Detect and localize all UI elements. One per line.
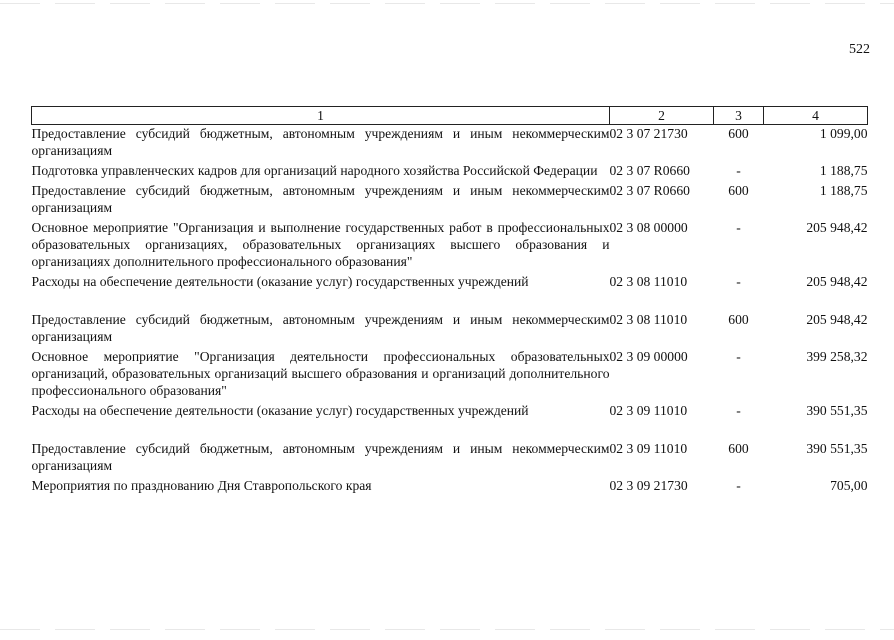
- row-amount: 390 551,35: [806, 441, 868, 456]
- table-row: [32, 162, 868, 182]
- row-expense-type: -: [736, 274, 741, 289]
- row-code: 02 3 07 21730: [609, 126, 688, 141]
- scan-edge-bottom: [0, 629, 894, 630]
- row-expense-type: -: [736, 163, 741, 178]
- table-row: [32, 402, 868, 440]
- row-code: 02 3 08 11010: [609, 312, 688, 327]
- row-code: 02 3 09 11010: [609, 403, 688, 418]
- row-amount: 205 948,42: [806, 220, 868, 235]
- row-description: Предоставление субсидий бюджетным, автономным учреждениям и иным некоммерческим организациям: [31, 441, 610, 473]
- row-description: Основное мероприятие "Организация деятельности профессиональных образовательных организаций, образовательных организаций высшего образования и организаций дополнительного профессионального образования": [31, 349, 610, 398]
- row-description: Предоставление субсидий бюджетным, автономным учреждениям и иным некоммерческим организациям: [31, 126, 610, 158]
- row-description: Расходы на обеспечение деятельности (оказание услуг) государственных учреждений: [31, 403, 529, 418]
- column-header-3: 3: [714, 107, 764, 125]
- row-code: 02 3 07 R0660: [609, 163, 690, 178]
- table-row: [32, 477, 868, 497]
- row-amount: 205 948,42: [806, 312, 868, 327]
- row-expense-type: -: [736, 349, 741, 364]
- scan-edge-top: [0, 3, 894, 4]
- row-amount: 1 099,00: [819, 126, 868, 141]
- row-description: Мероприятия по празднованию Дня Ставропольского края: [31, 478, 372, 493]
- row-amount: 1 188,75: [819, 183, 868, 198]
- row-expense-type: 600: [728, 183, 749, 198]
- row-amount: 205 948,42: [806, 274, 868, 289]
- row-code: 02 3 09 00000: [609, 349, 688, 364]
- row-description: Предоставление субсидий бюджетным, автономным учреждениям и иным некоммерческим организациям: [31, 312, 610, 344]
- table-row: [32, 273, 868, 311]
- row-description: Подготовка управленческих кадров для организаций народного хозяйства Российской Федерации: [31, 163, 598, 178]
- row-code: 02 3 08 00000: [609, 220, 688, 235]
- table-row: [32, 348, 868, 402]
- page-number: 522: [849, 42, 870, 57]
- table-row: [32, 311, 868, 348]
- row-description: Расходы на обеспечение деятельности (оказание услуг) государственных учреждений: [31, 274, 529, 289]
- row-amount: 390 551,35: [806, 403, 868, 418]
- row-description: Предоставление субсидий бюджетным, автономным учреждениям и иным некоммерческим организациям: [31, 183, 610, 215]
- column-header-4: 4: [764, 107, 868, 125]
- row-code: 02 3 07 R0660: [609, 183, 690, 198]
- row-description: Основное мероприятие "Организация и выполнение государственных работ в профессиональных образовательных организациях, образовательных организациях высшего образования и организациях дополнительного профессионального образования": [31, 220, 610, 269]
- column-header-2: 2: [610, 107, 714, 125]
- column-header-1: 1: [32, 107, 610, 125]
- budget-table: [31, 106, 868, 497]
- table-row: [32, 182, 868, 219]
- table-row: [32, 440, 868, 477]
- table-header-row: [32, 107, 868, 125]
- row-expense-type: -: [736, 403, 741, 418]
- row-code: 02 3 09 11010: [609, 441, 688, 456]
- row-expense-type: 600: [728, 312, 749, 327]
- row-amount: 399 258,32: [806, 349, 868, 364]
- row-expense-type: -: [736, 220, 741, 235]
- row-code: 02 3 09 21730: [609, 478, 688, 493]
- table-row: [32, 125, 868, 163]
- row-code: 02 3 08 11010: [609, 274, 688, 289]
- row-amount: 1 188,75: [819, 163, 868, 178]
- row-expense-type: 600: [728, 126, 749, 141]
- table-row: [32, 219, 868, 273]
- row-expense-type: -: [736, 478, 741, 493]
- row-amount: 705,00: [830, 478, 868, 493]
- row-expense-type: 600: [728, 441, 749, 456]
